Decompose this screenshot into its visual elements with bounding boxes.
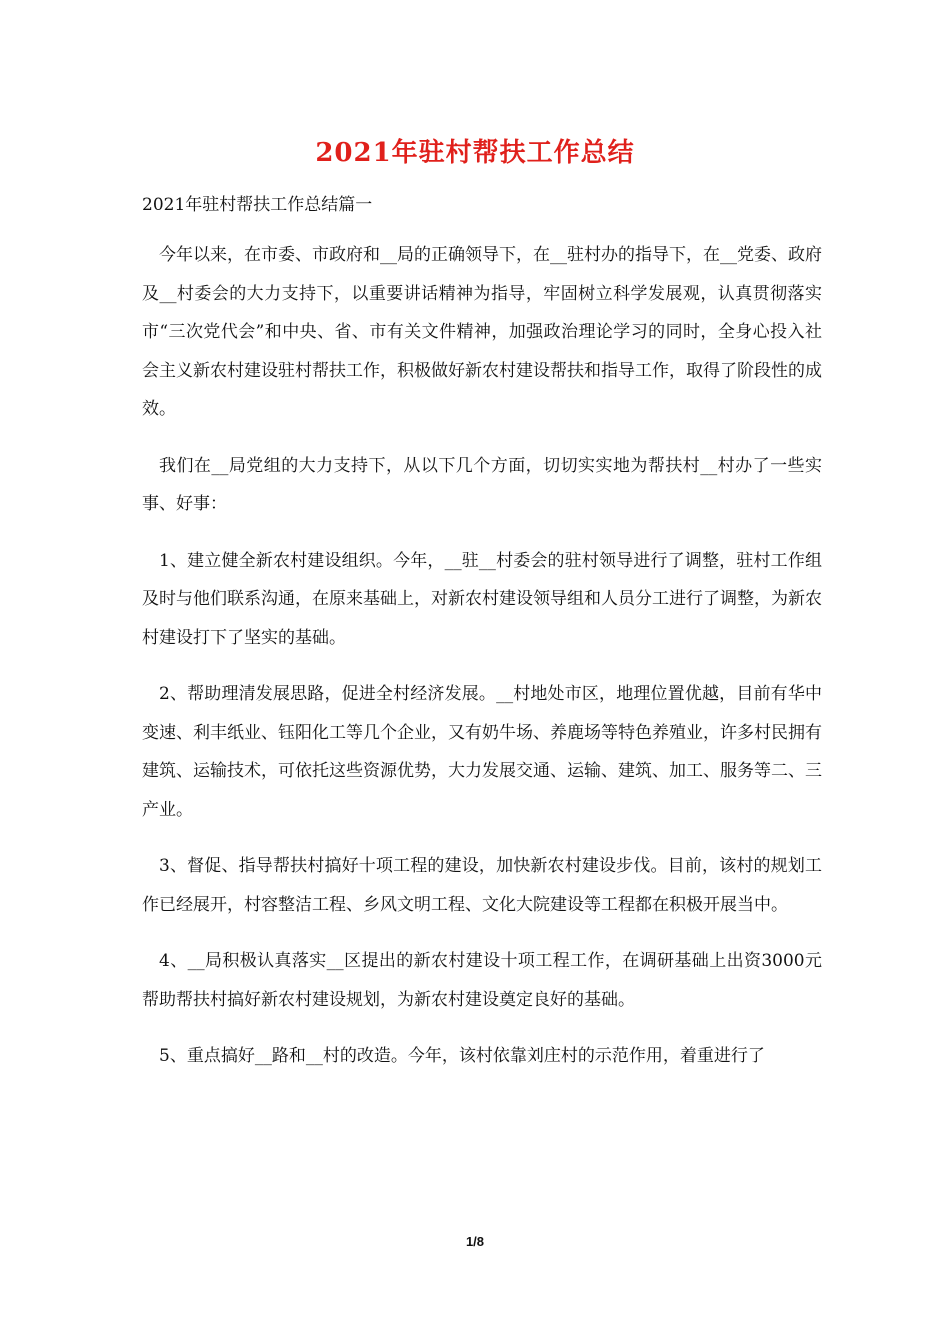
paragraph: 2、帮助理清发展思路，促进全村经济发展。__村地处市区，地理位置优越，目前有华中变速、利丰纸业、钰阳化工等几个企业，又有奶牛场、养鹿场等特色养殖业，许多村民拥有建筑、运输技术，可依托这些资源优势，大力发展交通、运输、建筑、加工、服务等二、三产业。 bbox=[142, 684, 822, 820]
paragraph: 4、__局积极认真落实__区提出的新农村建设十项工程工作，在调研基础上出资3000元帮助帮扶村搞好新农村建设规划，为新农村建设奠定良好的基础。 bbox=[142, 951, 822, 1010]
document-title: 2021年驻村帮扶工作总结 bbox=[315, 138, 635, 168]
section-heading: 2021年驻村帮扶工作总结篇一 bbox=[142, 195, 373, 215]
document-body bbox=[142, 236, 822, 1094]
paragraph: 3、督促、指导帮扶村搞好十项工程的建设，加快新农村建设步伐。目前，该村的规划工作已经展开，村容整洁工程、乡风文明工程、文化大院建设等工程都在积极开展当中。 bbox=[142, 856, 822, 915]
paragraph: 我们在__局党组的大力支持下，从以下几个方面，切切实实地为帮扶村__村办了一些实事、好事： bbox=[142, 455, 822, 514]
paragraph: 5、重点搞好__路和__村的改造。今年，该村依靠刘庄村的示范作用，着重进行了 bbox=[159, 1046, 765, 1066]
page-number: 1/8 bbox=[465, 1234, 485, 1249]
paragraph: 1、建立健全新农村建设组织。今年，__驻__村委会的驻村领导进行了调整，驻村工作组及时与他们联系沟通，在原来基础上，对新农村建设领导组和人员分工进行了调整，为新农村建设打下了坚实的基础。 bbox=[142, 550, 822, 648]
paragraph: 今年以来，在市委、市政府和__局的正确领导下，在__驻村办的指导下，在__党委、政府及__村委会的大力支持下，以重要讲话精神为指导，牢固树立科学发展观，认真贯彻落实市“三次党代会”和中央、省、市有关文件精神，加强政治理论学习的同时，全身心投入社会主义新农村建设驻村帮扶工作，积极做好新农村建设帮扶和指导工作，取得了阶段性的成效。 bbox=[142, 245, 822, 419]
